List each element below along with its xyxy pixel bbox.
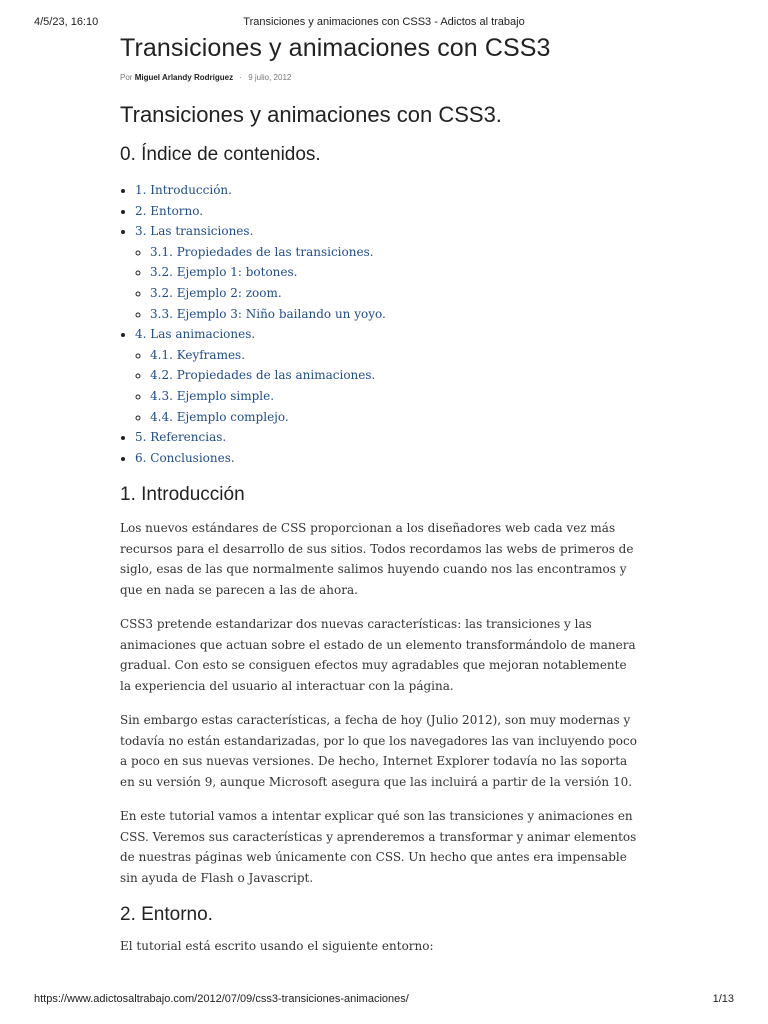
intro-paragraph: Los nuevos estándares de CSS proporcionan a los diseñadores web cada vez más recursos para el desarrollo de sus sitios. Todos recordamos las webs de primeros de siglo, esas de las que normalmente salimos huyendo cuando nos las encontramos y que en nada se parecen a las de ahora.: [120, 521, 634, 597]
print-date: 4/5/23, 16:10: [34, 16, 99, 28]
toc-item: [135, 324, 640, 427]
toc-link-transiciones[interactable]: 3. Las transiciones.: [135, 224, 254, 239]
env-heading: 2. Entorno.: [120, 904, 213, 926]
toc-sublist: [135, 242, 640, 324]
toc-link-ejemplo-botones[interactable]: 3.2. Ejemplo 1: botones.: [150, 265, 298, 280]
print-footer: [34, 993, 734, 1007]
toc-subitem: [150, 283, 640, 304]
intro-paragraph: CSS3 pretende estandarizar dos nuevas características: las transiciones y las animaciones que actuan sobre el estado de un elemento transformándolo de manera gradual. Con esto se consiguen efectos muy agradables que mejoran notablemente la experiencia del usuario al interactuar con la página.: [120, 617, 636, 693]
toc-subitem: [150, 345, 640, 366]
article-title: Transiciones y animaciones con CSS3: [120, 34, 551, 62]
env-paragraph: El tutorial está escrito usando el siguiente entorno:: [120, 939, 434, 954]
table-of-contents: [120, 180, 640, 468]
print-page-number: 1/13: [712, 993, 734, 1005]
toc-link-ejemplo-zoom[interactable]: 3.2. Ejemplo 2: zoom.: [150, 285, 282, 300]
article-meta: [120, 73, 640, 82]
meta-by: Por: [120, 73, 133, 82]
article: [120, 34, 640, 957]
intro-heading: 1. Introducción: [120, 484, 245, 506]
toc-item: [135, 221, 640, 324]
toc-subitem: [150, 304, 640, 325]
toc-subitem: [150, 365, 640, 386]
toc-item: [135, 427, 640, 448]
toc-item: [135, 201, 640, 222]
toc-link-propiedades-transiciones[interactable]: 3.1. Propiedades de las transiciones.: [150, 244, 374, 259]
toc-link-keyframes[interactable]: 4.1. Keyframes.: [150, 347, 246, 362]
main-heading: Transiciones y animaciones con CSS3.: [120, 102, 502, 127]
toc-link-ejemplo-complejo[interactable]: 4.4. Ejemplo complejo.: [150, 409, 289, 424]
toc-link-entorno[interactable]: 2. Entorno.: [135, 203, 204, 218]
toc-subitem: [150, 262, 640, 283]
print-url: https://www.adictosaltrabajo.com/2012/07/09/css3-transiciones-animaciones/: [34, 993, 409, 1005]
toc-item: [135, 180, 640, 201]
toc-link-referencias[interactable]: 5. Referencias.: [135, 430, 227, 445]
toc-item: [135, 448, 640, 469]
toc-subitem: [150, 386, 640, 407]
toc-link-introduccion[interactable]: 1. Introducción.: [135, 183, 232, 197]
intro-paragraph: En este tutorial vamos a intentar explicar qué son las transiciones y animaciones en CSS. Veremos sus características y aprenderemos a transformar y animar elementos de nuestras páginas web únicamente con CSS. Un hecho que antes era impensable sin ayuda de Flash o Javascript.: [120, 809, 637, 885]
toc-heading: 0. Índice de contenidos.: [120, 144, 321, 165]
toc-link-ejemplo-yoyo[interactable]: 3.3. Ejemplo 3: Niño bailando un yoyo.: [150, 306, 386, 321]
toc-link-animaciones[interactable]: 4. Las animaciones.: [135, 327, 256, 342]
print-page-title: Transiciones y animaciones con CSS3 - Adictos al trabajo: [243, 16, 525, 28]
toc-sublist: [135, 345, 640, 427]
meta-separator: ·: [239, 73, 242, 82]
intro-paragraph: Sin embargo estas características, a fecha de hoy (Julio 2012), son muy modernas y todavía no están estandarizadas, por lo que los navegadores las van incluyendo poco a poco en sus nuevas versiones. De hecho, Internet Explorer todavía no las soporta en su versión 9, aunque Microsoft asegura que las incluirá a partir de la versión 10.: [120, 713, 637, 789]
toc-link-propiedades-animaciones[interactable]: 4.2. Propiedades de las animaciones.: [150, 368, 376, 383]
toc-subitem: [150, 407, 640, 428]
toc-subitem: [150, 242, 640, 263]
toc-link-ejemplo-simple[interactable]: 4.3. Ejemplo simple.: [150, 388, 275, 403]
toc-link-conclusiones[interactable]: 6. Conclusiones.: [135, 450, 235, 465]
meta-date: 9 julio, 2012: [248, 73, 292, 82]
print-header: [34, 16, 734, 30]
meta-author[interactable]: Miguel Arlandy Rodríguez: [134, 73, 234, 82]
